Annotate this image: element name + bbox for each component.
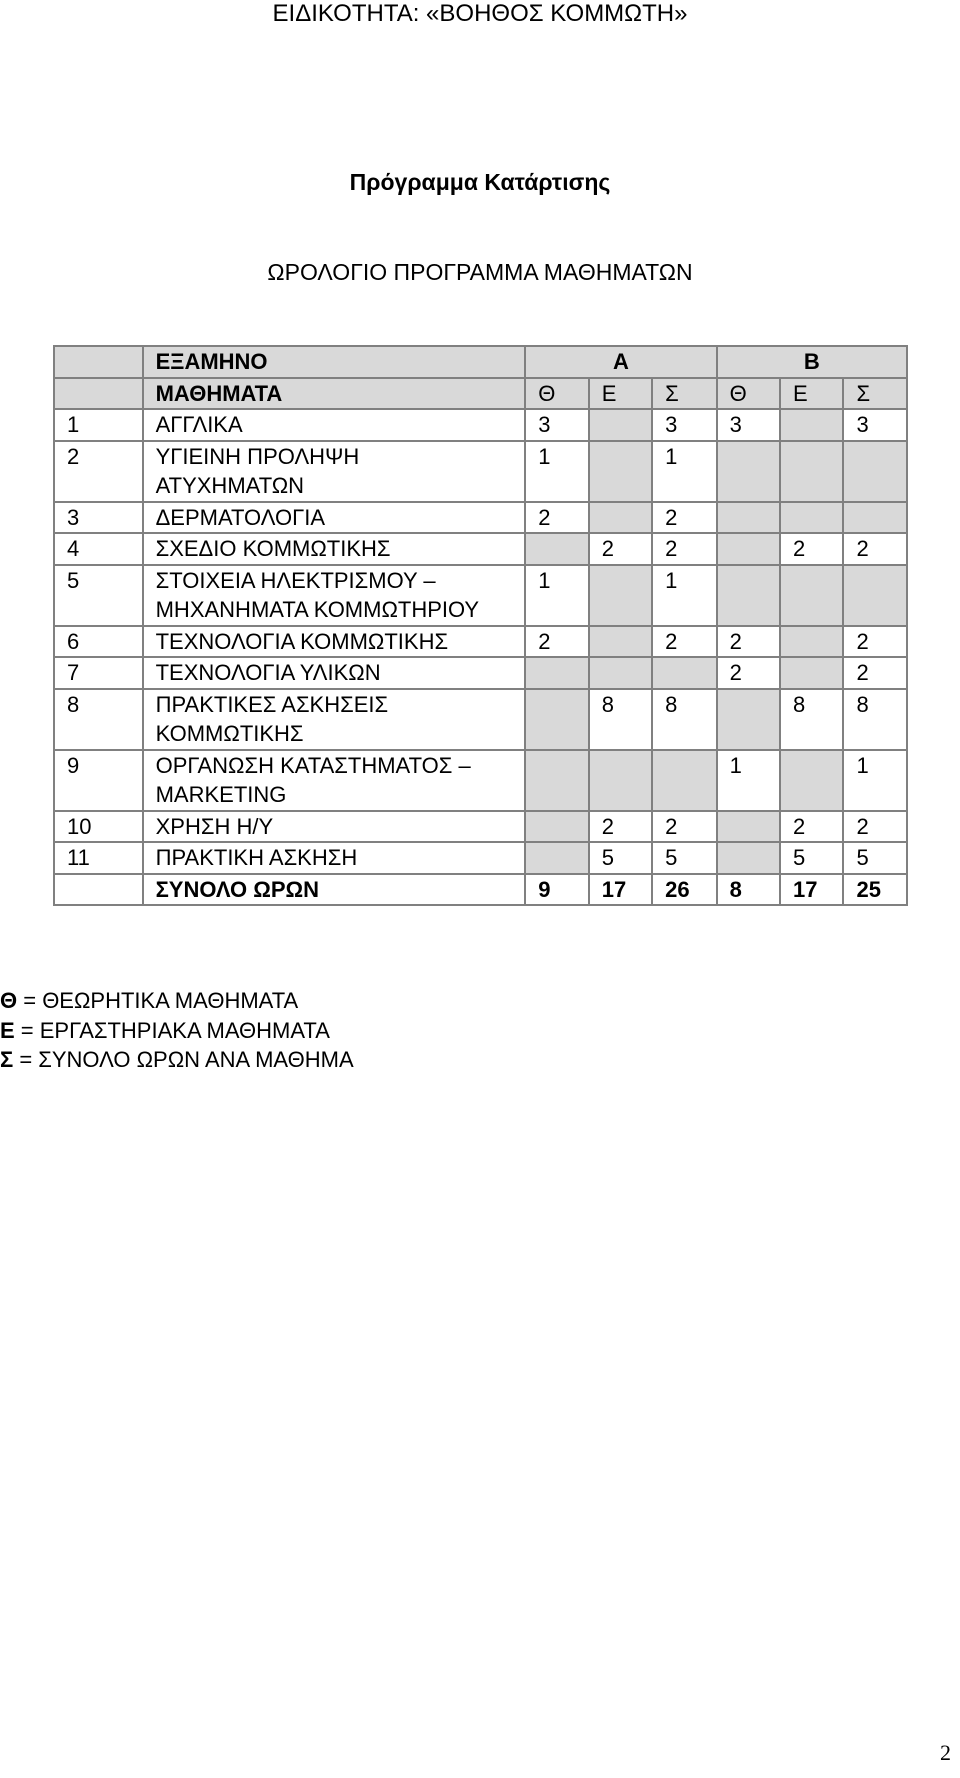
subject-name: ΑΓΓΛΙΚΑ — [143, 409, 526, 441]
hours-a-lab — [589, 565, 652, 626]
hours-a-theory: 2 — [525, 502, 588, 534]
program-title: Πρόγραμμα Κατάρτισης — [349, 169, 611, 195]
subjects-header-row — [54, 378, 907, 410]
legend-key: Ε — [0, 1017, 15, 1043]
hours-a-sum: 2 — [652, 626, 716, 658]
row-number: 7 — [54, 657, 143, 689]
total-b-theory: 8 — [717, 874, 780, 906]
legend-theory — [0, 986, 354, 1016]
hours-a-lab: 5 — [589, 842, 652, 874]
hours-a-sum: 5 — [652, 842, 716, 874]
page-number: 2 — [940, 1740, 951, 1765]
table-row — [54, 689, 907, 750]
hours-b-lab — [780, 565, 843, 626]
col-header-total-b: Σ — [843, 378, 907, 410]
hours-a-lab: 8 — [589, 689, 652, 750]
row-number: 5 — [54, 565, 143, 626]
hours-a-sum: 8 — [652, 689, 716, 750]
subject-name: ΧΡΗΣΗ Η/Υ — [143, 811, 526, 843]
row-number: 4 — [54, 533, 143, 565]
hours-a-sum — [652, 657, 716, 689]
table-row — [54, 533, 907, 565]
total-row — [54, 874, 907, 906]
hours-b-theory — [717, 811, 780, 843]
table-row — [54, 842, 907, 874]
hours-a-theory: 1 — [525, 565, 588, 626]
hours-b-theory: 2 — [717, 657, 780, 689]
hours-b-lab: 5 — [780, 842, 843, 874]
semester-label: ΕΞΑΜΗΝΟ — [143, 346, 526, 378]
hours-b-sum — [843, 565, 907, 626]
subject-name: ΣΤΟΙΧΕΙΑ ΗΛΕΚΤΡΙΣΜΟΥ – ΜΗΧΑΝΗΜΑΤΑ ΚΟΜΜΩΤΗΡΙΟΥ — [143, 565, 526, 626]
legend — [0, 986, 354, 1075]
schedule-title: ΩΡΟΛΟΓΙΟ ΠΡΟΓΡΑΜΜΑ ΜΑΘΗΜΑΤΩΝ — [267, 259, 693, 285]
hours-a-sum: 1 — [652, 565, 716, 626]
hours-a-sum: 1 — [652, 441, 716, 502]
specialty-heading: ΕΙΔΙΚΟΤΗΤΑ: «ΒΟΗΘΟΣ ΚΟΜΜΩΤΗ» — [272, 0, 688, 27]
hours-b-sum: 2 — [843, 657, 907, 689]
header-empty-cell — [54, 378, 143, 410]
row-number: 3 — [54, 502, 143, 534]
hours-a-theory — [525, 811, 588, 843]
hours-a-theory: 2 — [525, 626, 588, 658]
hours-a-sum: 2 — [652, 533, 716, 565]
legend-key: Θ — [0, 988, 18, 1013]
semester-header-row — [54, 346, 907, 378]
subject-name: ΥΓΙΕΙΝΗ ΠΡΟΛΗΨΗ ΑΤΥΧΗΜΑΤΩΝ — [143, 441, 526, 502]
subject-name: ΔΕΡΜΑΤΟΛΟΓΙΑ — [143, 502, 526, 534]
hours-a-theory — [525, 842, 588, 874]
hours-b-sum: 8 — [843, 689, 907, 750]
semester-a-header: Α — [525, 346, 716, 378]
hours-b-theory — [717, 565, 780, 626]
row-number: 9 — [54, 750, 143, 811]
hours-a-lab — [589, 502, 652, 534]
hours-b-theory: 3 — [717, 409, 780, 441]
hours-b-sum: 3 — [843, 409, 907, 441]
subjects-label: ΜΑΘΗΜΑΤΑ — [143, 378, 526, 410]
hours-b-theory: 1 — [717, 750, 780, 811]
hours-a-theory — [525, 750, 588, 811]
hours-b-sum — [843, 441, 907, 502]
row-number: 6 — [54, 626, 143, 658]
hours-b-lab: 8 — [780, 689, 843, 750]
table-row — [54, 626, 907, 658]
legend-text: = ΘΕΩΡΗΤΙΚΑ ΜΑΘΗΜΑΤΑ — [17, 988, 299, 1013]
hours-b-lab — [780, 409, 843, 441]
hours-a-sum: 3 — [652, 409, 716, 441]
row-number: 1 — [54, 409, 143, 441]
table-row — [54, 750, 907, 811]
hours-b-lab — [780, 626, 843, 658]
row-number: 2 — [54, 441, 143, 502]
subject-name: ΟΡΓΑΝΩΣΗ ΚΑΤΑΣΤΗΜΑΤΟΣ – MARKETING — [143, 750, 526, 811]
hours-a-lab — [589, 657, 652, 689]
table-row — [54, 441, 907, 502]
hours-a-sum: 2 — [652, 502, 716, 534]
hours-a-theory: 3 — [525, 409, 588, 441]
hours-b-theory — [717, 689, 780, 750]
total-empty-cell — [54, 874, 143, 906]
table-row — [54, 409, 907, 441]
total-b-sum: 25 — [843, 874, 907, 906]
row-number: 11 — [54, 842, 143, 874]
hours-b-lab — [780, 657, 843, 689]
hours-b-theory: 2 — [717, 626, 780, 658]
legend-text: = ΣΥΝΟΛΟ ΩΡΩΝ ΑΝΑ ΜΑΘΗΜΑ — [13, 1047, 354, 1072]
hours-a-lab: 2 — [589, 533, 652, 565]
row-number: 8 — [54, 689, 143, 750]
hours-b-theory — [717, 842, 780, 874]
hours-b-theory — [717, 533, 780, 565]
hours-a-sum: 2 — [652, 811, 716, 843]
total-a-lab: 17 — [589, 874, 652, 906]
hours-a-sum — [652, 750, 716, 811]
hours-b-sum: 1 — [843, 750, 907, 811]
total-label: ΣΥΝΟΛΟ ΩΡΩΝ — [143, 874, 526, 906]
legend-total — [0, 1045, 354, 1075]
hours-b-sum: 2 — [843, 626, 907, 658]
table-row — [54, 565, 907, 626]
hours-b-theory — [717, 502, 780, 534]
hours-a-lab — [589, 626, 652, 658]
legend-lab — [0, 1016, 354, 1046]
hours-b-sum — [843, 502, 907, 534]
hours-b-lab — [780, 750, 843, 811]
table-row — [54, 811, 907, 843]
col-header-theory-a: Θ — [525, 378, 588, 410]
subject-name: ΤΕΧΝΟΛΟΓΙΑ ΥΛΙΚΩΝ — [143, 657, 526, 689]
total-b-lab: 17 — [780, 874, 843, 906]
hours-b-sum: 2 — [843, 533, 907, 565]
hours-a-lab: 2 — [589, 811, 652, 843]
hours-b-lab — [780, 441, 843, 502]
total-a-theory: 9 — [525, 874, 588, 906]
hours-a-lab — [589, 409, 652, 441]
hours-a-theory — [525, 533, 588, 565]
header-empty-cell — [54, 346, 143, 378]
subject-name: ΠΡΑΚΤΙΚΕΣ ΑΣΚΗΣΕΙΣ ΚΟΜΜΩΤΙΚΗΣ — [143, 689, 526, 750]
hours-b-lab: 2 — [780, 533, 843, 565]
table-row — [54, 502, 907, 534]
table-row — [54, 657, 907, 689]
semester-b-header: Β — [717, 346, 907, 378]
hours-b-lab: 2 — [780, 811, 843, 843]
hours-b-sum: 5 — [843, 842, 907, 874]
subject-name: ΠΡΑΚΤΙΚΗ ΑΣΚΗΣΗ — [143, 842, 526, 874]
hours-a-theory: 1 — [525, 441, 588, 502]
schedule-table — [53, 345, 908, 906]
col-header-lab-a: Ε — [589, 378, 652, 410]
subject-name: ΣΧΕΔΙΟ ΚΟΜΜΩΤΙΚΗΣ — [143, 533, 526, 565]
total-a-sum: 26 — [652, 874, 716, 906]
hours-a-theory — [525, 689, 588, 750]
hours-a-lab — [589, 441, 652, 502]
col-header-theory-b: Θ — [717, 378, 780, 410]
col-header-lab-b: Ε — [780, 378, 843, 410]
hours-a-lab — [589, 750, 652, 811]
legend-key: Σ — [0, 1047, 14, 1072]
hours-b-theory — [717, 441, 780, 502]
hours-b-lab — [780, 502, 843, 534]
hours-a-theory — [525, 657, 588, 689]
row-number: 10 — [54, 811, 143, 843]
legend-text: = ΕΡΓΑΣΤΗΡΙΑΚΑ ΜΑΘΗΜΑΤΑ — [14, 1017, 330, 1043]
hours-b-sum: 2 — [843, 811, 907, 843]
col-header-total-a: Σ — [652, 378, 716, 410]
subject-name: ΤΕΧΝΟΛΟΓΙΑ ΚΟΜΜΩΤΙΚΗΣ — [143, 626, 526, 658]
